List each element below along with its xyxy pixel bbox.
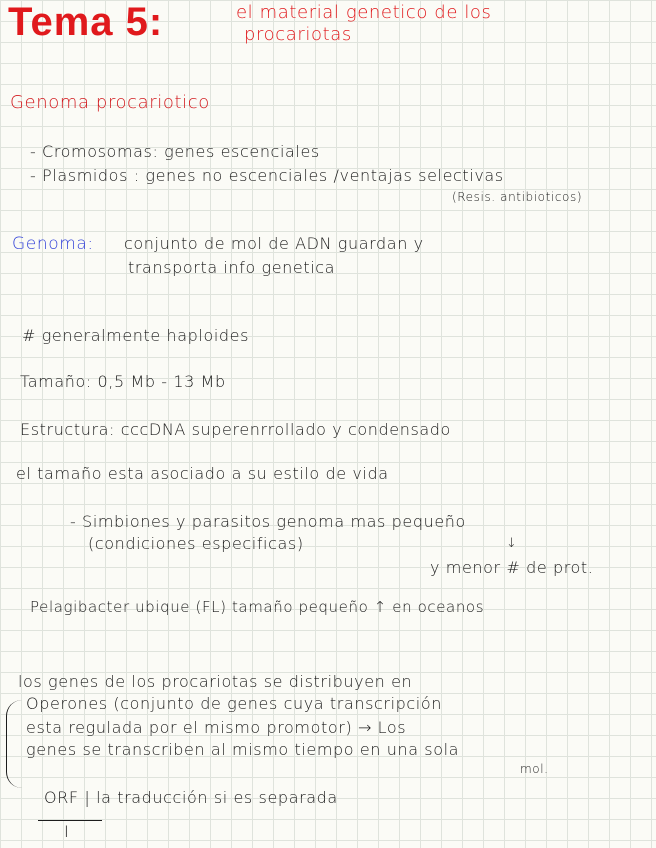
definition-term: Genoma: — [12, 234, 94, 254]
note-symbionts-line2: (condiciones especificas) — [88, 534, 304, 553]
section-heading-genoma-procariotico: Genoma procariotico — [10, 92, 210, 113]
operons-line5: mol. — [520, 762, 549, 776]
note-lifestyle: el tamaño esta asociado a su estilo de vida — [16, 464, 389, 483]
page-subtitle-line1: el material genetico de los — [236, 2, 492, 23]
operons-line2: Operones (conjunto de genes cuya transcripción — [26, 694, 442, 713]
note-fewer-proteins: y menor # de prot. — [430, 558, 594, 577]
note-structure: Estructura: cccDNA superenrrollado y condensado — [20, 420, 451, 439]
definition-line1: conjunto de mol de ADN guardan y — [124, 234, 424, 253]
list-item-cromosomas: - Cromosomas: genes escenciales — [30, 142, 320, 161]
note-symbionts-line1: - Simbiones y parasitos genoma mas pequeño — [70, 512, 466, 531]
page-title: Tema 5: — [8, 0, 164, 44]
note-size: Tamaño: 0,5 Mb - 13 Mb — [20, 372, 226, 391]
down-arrow-icon: ↓ — [506, 536, 518, 551]
operons-last-mark: I — [64, 822, 70, 841]
definition-line2: transporta info genetica — [128, 258, 336, 277]
operons-orf: ORF | la traducción si es separada — [44, 788, 338, 807]
operons-line3: esta regulada por el mismo promotor) → Los — [26, 718, 407, 737]
divider-line — [38, 820, 102, 821]
list-item-plasmidos: - Plasmidos : genes no escenciales /ventajas selectivas — [30, 166, 504, 185]
note-haploid: # generalmente haploides — [22, 326, 250, 345]
page-subtitle-line2: procariotas — [244, 24, 352, 45]
note-antibiotic-resistance: (Resis. antibioticos) — [452, 190, 583, 204]
operons-line4: genes se transcriben al mismo tiempo en una sola — [26, 740, 460, 759]
bracket-brace — [6, 700, 25, 788]
operons-line1: los genes de los procariotas se distribuyen en — [18, 672, 413, 691]
note-pelagibacter: Pelagibacter ubique (FL) tamaño pequeño ↑ en oceanos — [30, 598, 485, 616]
